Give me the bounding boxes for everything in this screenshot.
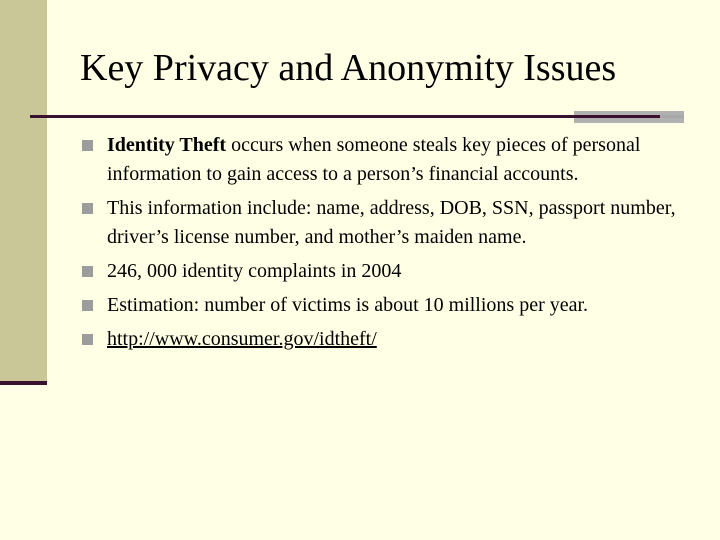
title-rule — [30, 115, 660, 118]
bullet-item-information — [80, 194, 700, 252]
square-bullet-icon — [82, 140, 93, 151]
square-bullet-icon — [82, 203, 93, 214]
title-rule-accent-line — [660, 115, 684, 118]
bullet-item-estimation — [80, 291, 700, 320]
square-bullet-icon — [82, 266, 93, 277]
bullet-text: occurs when someone steals key pieces of personal information to gain access to a person’s financial accounts. — [107, 134, 641, 185]
bullet-item-identity-theft — [80, 131, 700, 189]
sidebar-decoration — [0, 0, 47, 381]
slide-title: Key Privacy and Anonymity Issues — [80, 47, 617, 89]
bullet-term: Identity Theft — [107, 134, 227, 156]
bullet-text: This information include: name, address, DOB, SSN, passport number, driver’s license number, and mother’s maiden name. — [107, 197, 676, 248]
square-bullet-icon — [82, 300, 93, 311]
consumer-gov-link[interactable]: http://www.consumer.gov/idtheft/ — [107, 328, 377, 350]
sidebar-rule — [0, 381, 47, 385]
bullet-item-link — [80, 325, 700, 354]
bullet-list — [80, 131, 700, 359]
bullet-item-complaints — [80, 257, 700, 286]
square-bullet-icon — [82, 334, 93, 345]
bullet-text: 246, 000 identity complaints in 2004 — [107, 260, 402, 282]
bullet-text: Estimation: number of victims is about 10 millions per year. — [107, 294, 589, 316]
